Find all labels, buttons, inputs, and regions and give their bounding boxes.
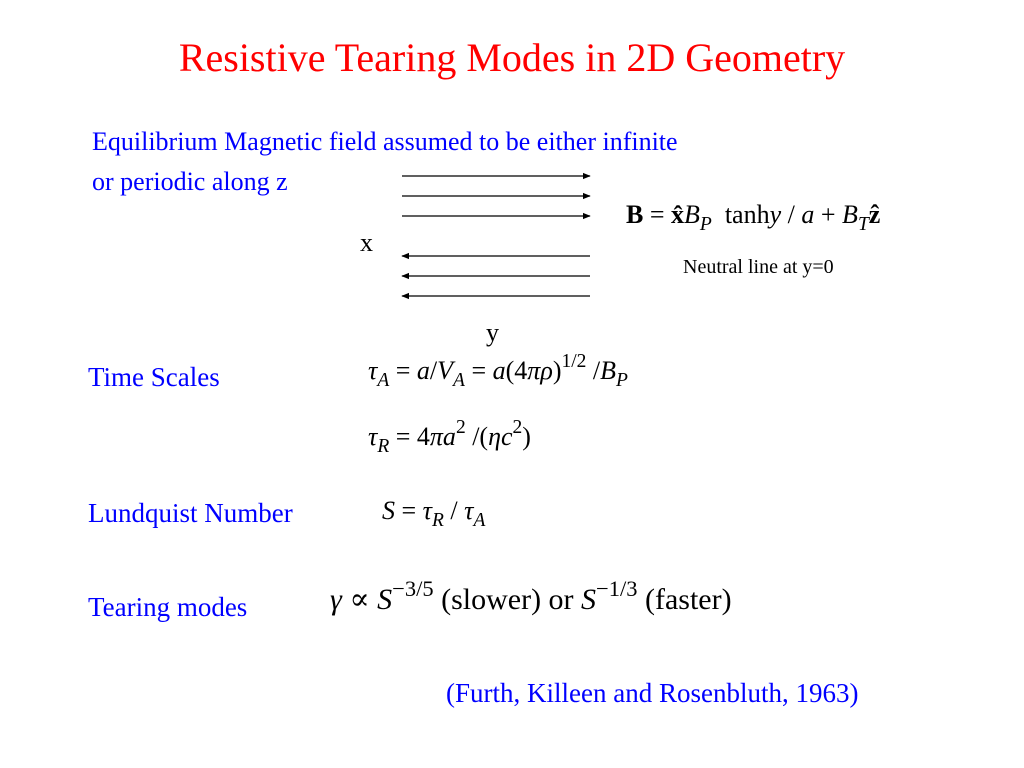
tearing-slower-text: (slower) or — [441, 583, 574, 616]
tearing-modes-label: Tearing modes — [88, 592, 248, 622]
tearing-growth-equation: $\gamma \propto S^{-3/5}$ (slower) or $S^{-1/3}$ (faster) — [330, 575, 732, 616]
slide-title: Resistive Tearing Modes in 2D Geometry — [178, 35, 846, 80]
resistive-time-equation: $\tau_R = 4\pi a^2$ $/(\eta c^2)$ — [368, 417, 531, 457]
field-equation: $B = x̂B_P$ $\tanh y / a + B_Tẑ$ — [626, 200, 881, 235]
citation: (Furth, Killeen and Rosenbluth, 1963) — [446, 678, 859, 708]
y-axis-label: y — [486, 318, 499, 347]
lundquist-label: Lundquist Number — [88, 498, 293, 528]
lundquist-equation: $S = \tau_R / \tau_A$ — [382, 496, 486, 531]
tearing-faster-text: (faster) — [645, 583, 732, 616]
x-axis-label: x — [360, 228, 373, 257]
field-lines-diagram — [396, 164, 596, 304]
intro-line-2: or periodic along z — [92, 167, 288, 196]
alfven-time-equation: $\tau_A = a/V_A = a(4\pi\rho)^{1/2}$ $/B_P$ — [368, 351, 628, 391]
time-scales-label: Time Scales — [88, 362, 220, 392]
neutral-line-note: Neutral line at y=0 — [683, 256, 834, 278]
intro-line-1: Equilibrium Magnetic field assumed to be either infinite — [92, 127, 678, 156]
